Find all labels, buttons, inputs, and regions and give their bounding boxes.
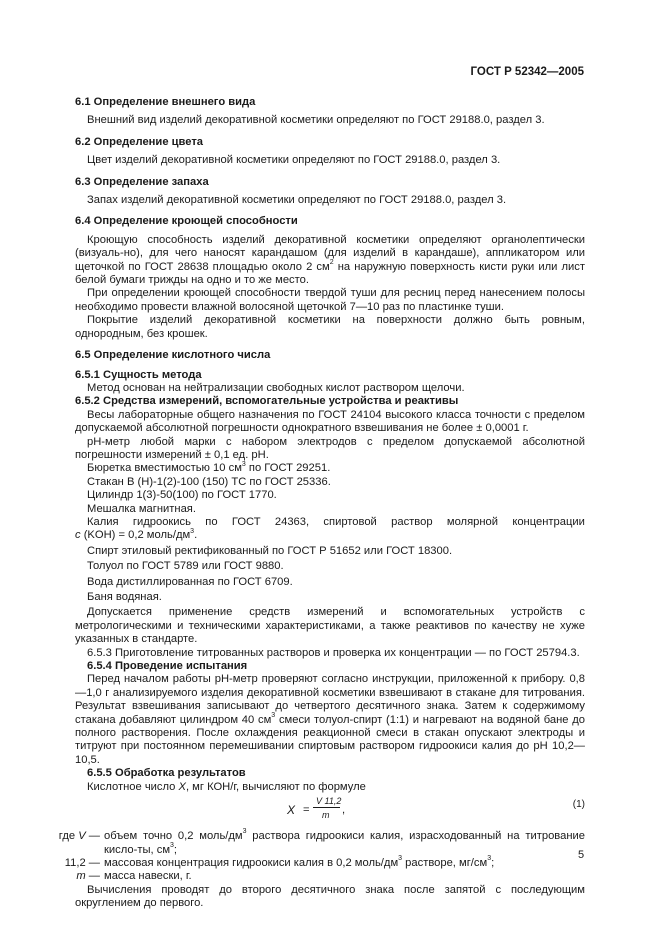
definition-item: m — масса навески, г. — [76, 870, 192, 883]
reagent-ethanol: Спирт этиловый ректификованный по ГОСТ Р 51652 или ГОСТ 18300. — [87, 544, 453, 557]
equipment-stirrer: Мешалка магнитная. — [87, 502, 196, 515]
reagent-koh — [75, 516, 585, 543]
equipment-burette: Бюретка вместимостью 10 $см^3$ по ГОСТ 29251. — [87, 460, 331, 475]
document-body — [58, 96, 585, 911]
formula-lhs: X — [287, 803, 296, 818]
subsection-heading-6-5-1: 6.5.1 Сущность метода — [75, 368, 202, 381]
reagent-koh-line1: Калия гидроокись по ГОСТ 24363, спиртовой раствор молярной концентрации — [87, 515, 585, 528]
equipment-beaker: Стакан В (Н)-1(2)-100 (150) ТС по ГОСТ 25336. — [87, 475, 331, 488]
section-heading-6-3: 6.3 Определение запаха — [75, 175, 209, 188]
substitution-note: Допускается применение средств измерений и вспомогательных устройств с метрологическими и техническими характеристиками, а также реактивов по качеству не хуже указанных в стандарте. — [75, 606, 585, 646]
reagent-water: Вода дистиллированная по ГОСТ 6709. — [87, 575, 293, 588]
acid-number-formula — [75, 796, 585, 828]
equipment-bath: Баня водяная. — [87, 591, 162, 603]
reagent-koh-line2: c (KOH) = 0,2 моль/$дм^3$. — [75, 527, 198, 542]
document-header: ГОСТ Р 52342—2005 — [470, 66, 584, 78]
test-procedure-text: Перед началом работы pH-метр проверяют согласно инструкции, приложенной к прибору. 0,8—1,0 г анализируемого изделия декоративной косметики взвешивают в стакане для титрования. Результат взвешивания записывают до четвертого десятичного знака. Затем к содержимому стакана добавляют цилиндром 40 $см^3$ смеси толуол-спирт (1:1) и нагревают на водяной бане до полного растворения. После охлаждения реакционной смеси в стакан опускают электроды и титруют при постоянном перемешивании спиртовым раствором гидроокиси калия до pH 10,2—10,5. — [75, 673, 585, 766]
subsection-text-6-5-3: 6.5.3 Приготовление титрованных растворов и проверка их концентрации — по ГОСТ 25794.3. — [87, 646, 580, 659]
formula-denominator: m — [322, 810, 330, 821]
covering-paragraph-2: При определении кроющей способности твердой туши для ресниц перед нанесением полосы необходимо провести влажной волосяной щеточкой 7—10 раз по пластинке туши. — [75, 287, 585, 313]
covering-paragraph-1: Кроющую способность изделий декоративной косметики определяют органолептически (визуаль-но), для чего наносят карандашом (для изделий в карандаше), аппликатором или щеточкой по ГОСТ 28638 площадью около 2 $см^2$ на наружную поверхность кисти руки или лист белой бумаги трижды на одно и то же место. — [75, 233, 585, 287]
page-number: 5 — [578, 849, 585, 861]
section-text-6-1: Внешний вид изделий декоративной косметики определяют по ГОСТ 29188.0, раздел 3. — [87, 114, 545, 127]
method-essence-text: Метод основан на нейтрализации свободных кислот раствором щелочи. — [87, 381, 465, 394]
covering-paragraph-3: Покрытие изделий декоративной косметики на поверхности должно быть ровным, однородным, без крошек. — [75, 314, 585, 340]
formula-intro: Кислотное число X, мг КОН/г, вычисляют по формуле — [87, 780, 366, 793]
section-heading-6-2: 6.2 Определение цвета — [75, 135, 204, 148]
section-heading-6-5: 6.5 Определение кислотного числа — [75, 349, 271, 362]
formula-equals: = — [303, 804, 310, 817]
formula-number: (1) — [572, 799, 585, 811]
formula-numerator: V 11,2 — [316, 796, 342, 807]
equipment-cylinder: Цилиндр 1(3)-50(100) по ГОСТ 1770. — [87, 489, 277, 502]
subsection-heading-6-5-5: 6.5.5 Обработка результатов — [87, 767, 246, 780]
formula-fraction-bar — [313, 807, 340, 808]
formula-comma: , — [342, 804, 346, 817]
subsection-heading-6-5-2: 6.5.2 Средства измерений, вспомогательные устройства и реактивы — [75, 395, 459, 408]
section-text-6-2: Цвет изделий декоративной косметики определяют по ГОСТ 29188.0, раздел 3. — [87, 154, 501, 167]
formula-definitions — [48, 830, 585, 884]
section-text-6-3: Запах изделий декоративной косметики определяют по ГОСТ 29188.0, раздел 3. — [87, 194, 507, 207]
section-heading-6-1: 6.1 Определение внешнего вида — [75, 96, 256, 108]
section-heading-6-4: 6.4 Определение кроющей способности — [75, 215, 298, 228]
equipment-scales: Весы лабораторные общего назначения по ГОСТ 24104 высокого класса точности с пределом допускаемой абсолютной погрешности однократного взвешивания не более ± 0,0001 г. — [75, 408, 585, 435]
definition-item: где V — объем точно 0,2 моль/$дм^3$ раствора гидроокиси калия, израсходованный на титрование кисло-ты, $см^3$; — [58, 828, 585, 856]
subsection-heading-6-5-4: 6.5.4 Проведение испытания — [87, 660, 248, 673]
calculation-note: Вычисления проводят до второго десятичного знака после запятой с последующим округлением до первого. — [75, 883, 585, 910]
definition-item: 11,2 — массовая концентрация гидроокиси калия в 0,2 моль/$дм^3$ растворе, $мг/см^3$; — [64, 855, 495, 869]
reagent-toluene: Толуол по ГОСТ 5789 или ГОСТ 9880. — [87, 560, 284, 573]
equipment-ph-meter: pH-метр любой марки с набором электродов с пределом допускаемой абсолютной погрешности измерений ± 0,1 ед. pH. — [75, 435, 585, 461]
